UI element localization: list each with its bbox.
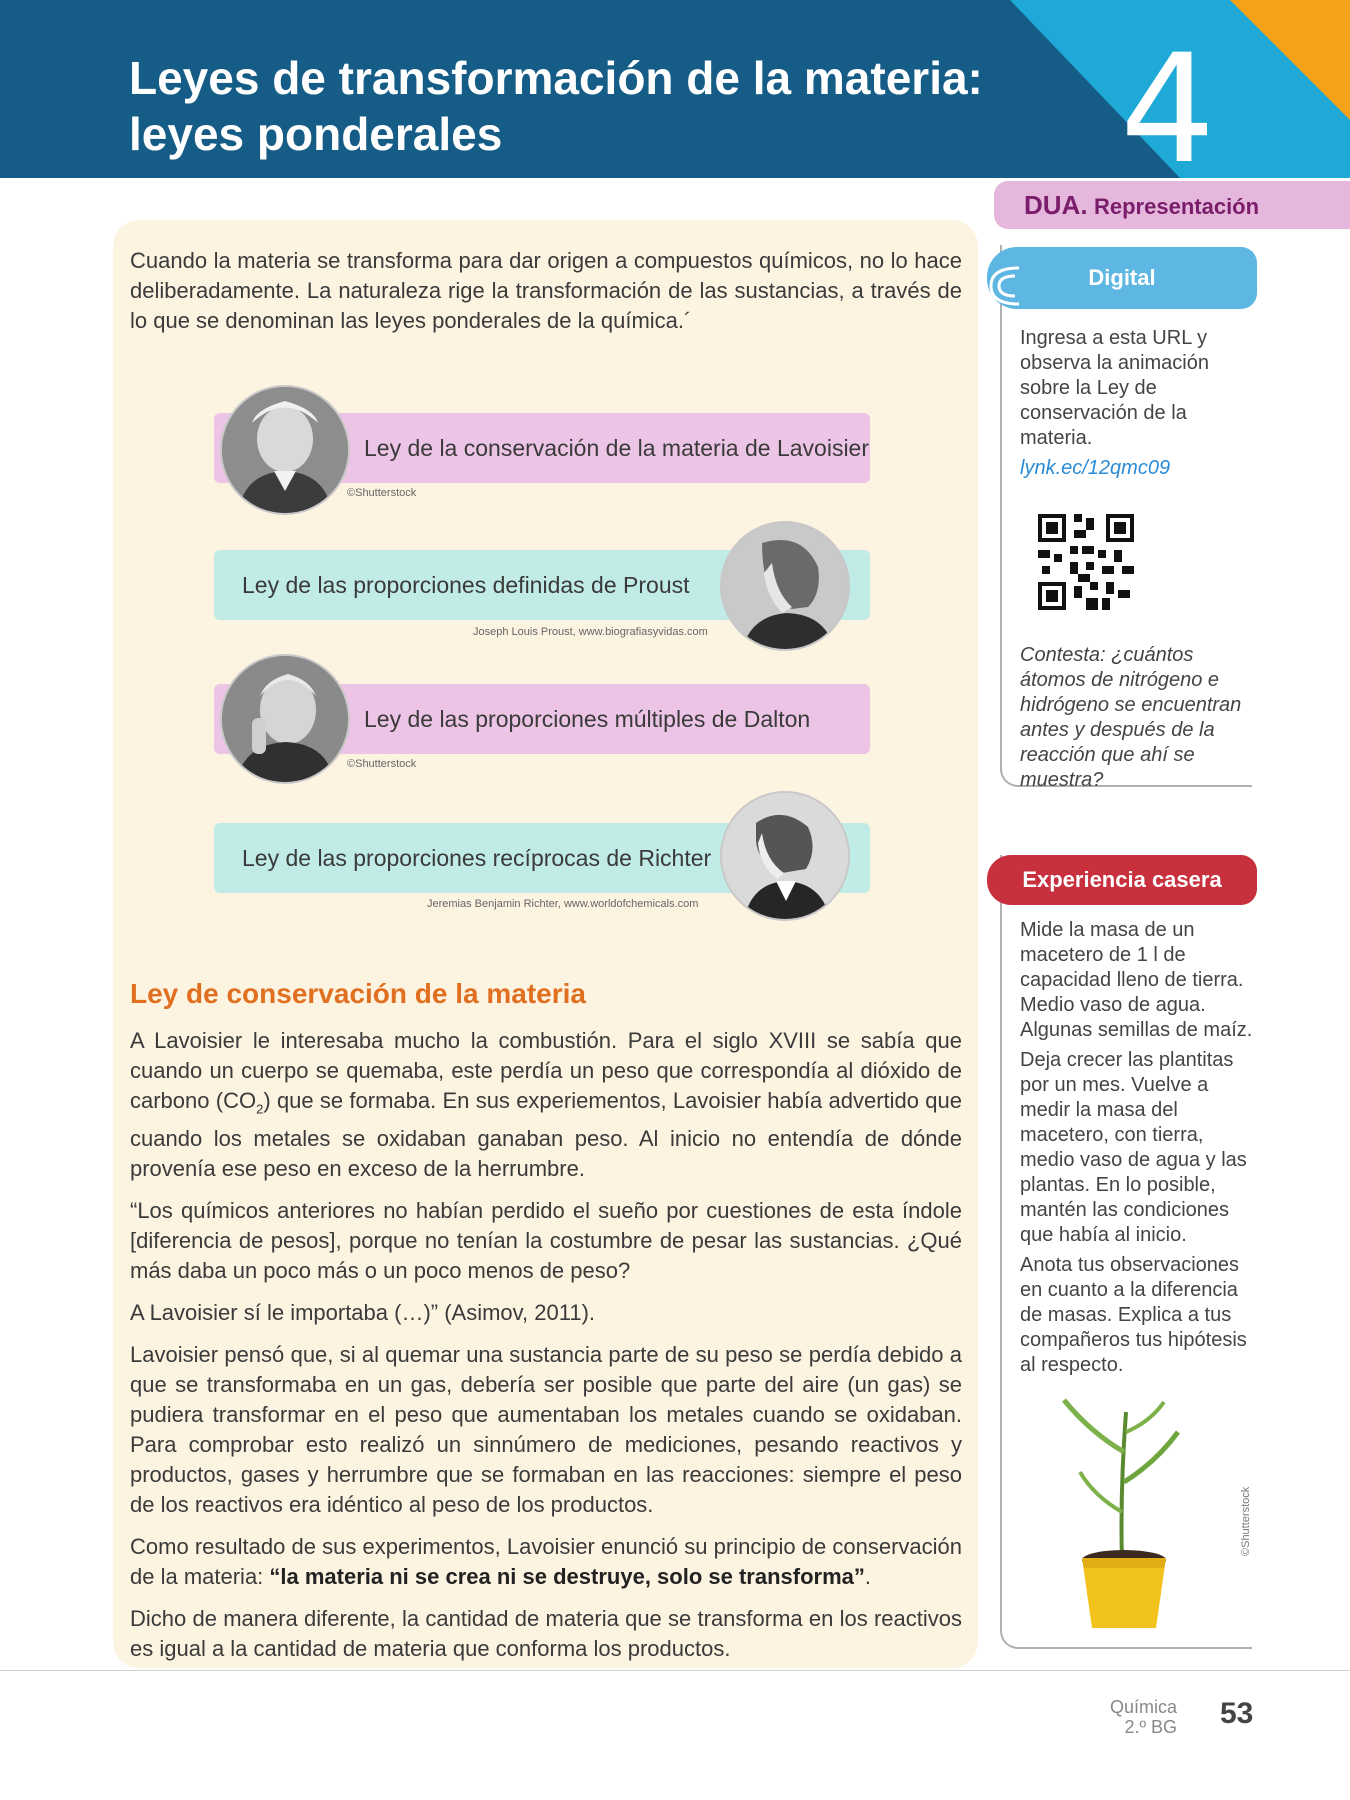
footer-divider bbox=[0, 1670, 1350, 1671]
link-clip-icon bbox=[985, 262, 1025, 310]
plant-pot-image bbox=[1060, 1392, 1190, 1634]
footer-subject: Química 2.º BG bbox=[1110, 1697, 1178, 1737]
digital-question: Contesta: ¿cuántos átomos de nitrógeno e hidrógeno se encuentran antes y después de la reacción que ahí se muestra? bbox=[1020, 644, 1242, 791]
law-label: Ley de las proporciones múltiples de Dalton bbox=[364, 706, 811, 732]
section-body bbox=[130, 1026, 962, 1676]
dua-badge bbox=[994, 181, 1350, 229]
paragraph: A Lavoisier sí le importaba (…)” (Asimov, 2011). bbox=[130, 1300, 596, 1326]
richter-portrait bbox=[722, 793, 848, 919]
dua-representation: Representación bbox=[1094, 194, 1260, 219]
chapter-number: 4 bbox=[1120, 23, 1216, 178]
page-number: 53 bbox=[1220, 1697, 1254, 1730]
paragraph: Lavoisier pensó que, si al quemar una sustancia parte de su peso se perdía debido a que se transformaba en un gas, debería ser posible que parte del aire (un gas) se pudiera transformar en el peso que aumentaban los metales cuando se oxidaban. Para comprobar esto realizó un sinnúmero de mediciones, pesando reactivos y productos, gases y herrumbre que se formaban en las reacciones: siempre el peso de los reactivos era idéntico al peso de los productos. bbox=[130, 1342, 962, 1518]
digital-link[interactable]: lynk.ec/12qmc09 bbox=[1020, 457, 1171, 479]
law-label: Ley de la conservación de la materia de Lavoisier bbox=[364, 435, 870, 461]
section-heading: Ley de conservación de la materia bbox=[130, 978, 586, 1009]
qr-code-icon[interactable] bbox=[1038, 514, 1134, 610]
photo-credit: ©Shutterstock bbox=[347, 487, 417, 499]
photo-credit: ©Shutterstock bbox=[347, 758, 417, 770]
photo-credit: Jeremias Benjamin Richter, www.worldofchemicals.com bbox=[427, 898, 699, 910]
paragraph: Dicho de manera diferente, la cantidad de materia que se transforma en los reactivos es igual a la cantidad de materia que conforma los productos. bbox=[130, 1606, 962, 1662]
page-title: Leyes de transformación de la materia: leyes ponderales bbox=[129, 52, 983, 160]
dalton-portrait bbox=[222, 656, 348, 782]
law-label: Ley de las proporciones definidas de Proust bbox=[242, 572, 690, 598]
photo-credit: ©Shutterstock bbox=[1240, 1486, 1252, 1556]
proust-portrait bbox=[722, 523, 848, 649]
chapter-header bbox=[0, 0, 1350, 178]
intro-paragraph: Cuando la materia se transforma para dar origen a compuestos químicos, no lo hace deliberadamente. La naturaleza rige la transformación de las sustancias, a través de lo que se denominan las leyes ponderales de la química.´ bbox=[130, 248, 962, 333]
paragraph: “Los químicos anteriores no habían perdido el sueño por cuestiones de esta índole [diferencia de pesos], porque no tenían la costumbre de pesar las sustancias. ¿Qué más daba un poco más o un poco menos de peso? bbox=[130, 1198, 962, 1284]
experiencia-text: Mide la masa de un macetero de 1 l de capacidad lleno de tierra. Medio vaso de agua. Algunas semillas de maíz. Deja crecer las plantitas por un mes. Vuelve a medir la masa del macetero, con tierra, medio vaso de agua y las plantas. En lo posible, mantén las condiciones que había al inicio. Anota tus observaciones en cuanto a la diferencia de masas. Explica a tus compañeros tus hipótesis al respecto. bbox=[1020, 919, 1253, 1376]
law-label: Ley de las proporciones recíprocas de Richter bbox=[242, 845, 712, 871]
lavoisier-portrait bbox=[222, 387, 348, 513]
digital-instructions: Ingresa a esta URL y observa la animación sobre la Ley de conservación de la materia. bbox=[1020, 327, 1209, 449]
paragraph: Como resultado de sus experimentos, Lavoisier enunció su principio de conservación de la materia: “la materia ni se crea ni se destruye, solo se transforma”. bbox=[130, 1534, 962, 1590]
experiencia-tab: Experiencia casera bbox=[987, 855, 1257, 905]
dua-label: DUA. bbox=[1024, 190, 1088, 220]
photo-credit: Joseph Louis Proust, www.biografiasyvidas.com bbox=[473, 626, 708, 638]
digital-tab: Digital bbox=[987, 247, 1257, 309]
paragraph: A Lavoisier le interesaba mucho la combustión. Para el siglo XVIII se sabía que cuando un cuerpo se quemaba, este perdía un peso que correspondía al dióxido de carbono $(CO_2)$ que se formaba. En sus experiementos, Lavoisier había advertido que cuando los metales se oxidaban ganaban peso. Al inicio no entendía de dónde provenía ese peso en exceso de la herrumbre. bbox=[130, 1028, 962, 1182]
